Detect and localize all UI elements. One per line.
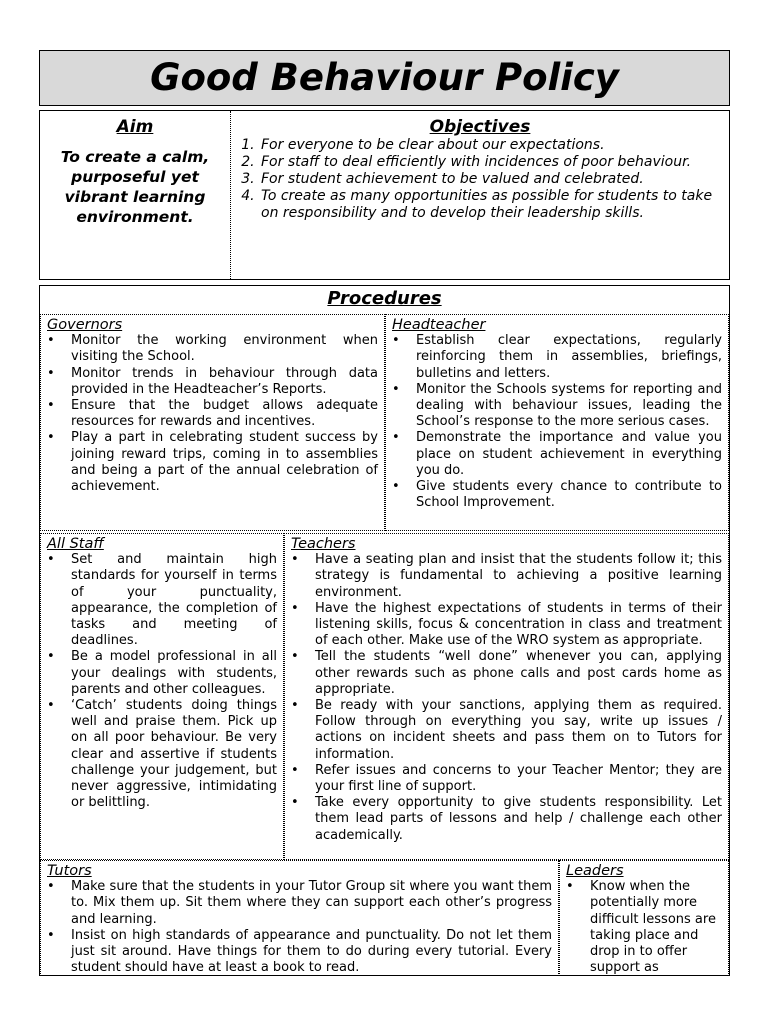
governors-cell bbox=[40, 314, 385, 531]
procedures-header bbox=[39, 285, 730, 314]
objectives-list bbox=[231, 137, 729, 222]
procedures-heading: Procedures bbox=[327, 288, 442, 309]
teachers-cell bbox=[284, 533, 729, 860]
objective-item: 2. For staff to deal efficiently with incidences of poor behaviour. bbox=[259, 154, 729, 171]
headteacher-heading: Headteacher bbox=[392, 317, 486, 333]
list-item: • Ensure that the budget allows adequate resources for rewards and incentives. bbox=[71, 398, 378, 430]
leaders-cell bbox=[559, 860, 729, 976]
page-title: Good Behaviour Policy bbox=[39, 50, 730, 106]
teachers-heading: Teachers bbox=[291, 536, 356, 552]
list-item: • Be ready with your sanctions, applying them as required. Follow through on everything you say, write up issues / actions on incident sheets and pass them on to Tutors for information. bbox=[315, 698, 722, 763]
aim-objectives-table bbox=[39, 110, 730, 280]
tutors-cell bbox=[40, 860, 559, 976]
list-item: • Take every opportunity to give students responsibility. Let them lead parts of lessons and help / challenge each other academically. bbox=[315, 795, 722, 844]
objective-item: 3. For student achievement to be valued and celebrated. bbox=[259, 171, 729, 188]
governors-heading: Governors bbox=[47, 317, 123, 333]
leaders-heading: Leaders bbox=[566, 863, 624, 879]
all-staff-heading: All Staff bbox=[47, 536, 104, 552]
tutors-list bbox=[41, 879, 558, 976]
list-item: • Establish clear expectations, regularly reinforcing them in assemblies, briefings, bulletins and letters. bbox=[416, 333, 722, 382]
list-item: • Monitor the Schools systems for reporting and dealing with behaviour issues, leading the School’s response to the more serious cases. bbox=[416, 382, 722, 431]
list-item: • Have the highest expectations of students in terms of their listening skills, focus & concentration in class and treatment of each other. Make use of the WRO system as appropriate. bbox=[315, 601, 722, 650]
list-item: • Monitor the working environment when visiting the School. bbox=[71, 333, 378, 365]
leaders-list bbox=[560, 879, 728, 976]
headteacher-cell bbox=[385, 314, 729, 531]
aim-text: To create a calm, purposeful yet vibrant learning environment. bbox=[60, 148, 210, 226]
objectives-cell bbox=[231, 111, 729, 279]
list-item: • Know when the potentially more difficult lessons are taking place and drop in to offer support as bbox=[590, 879, 720, 976]
list-item: • Set and maintain high standards for yourself in terms of your punctuality, appearance, the completion of tasks and meeting of deadlines. bbox=[71, 552, 277, 649]
list-item: • Make sure that the students in your Tutor Group sit where you want them to. Mix them up. Sit them where they can support each other’s progress and learning. bbox=[71, 879, 552, 928]
teachers-list bbox=[285, 552, 728, 844]
list-item: • Refer issues and concerns to your Teacher Mentor; they are your first line of support. bbox=[315, 763, 722, 795]
aim-cell bbox=[40, 111, 231, 279]
all-staff-list bbox=[41, 552, 283, 811]
aim-heading: Aim bbox=[116, 117, 154, 137]
tutors-heading: Tutors bbox=[47, 863, 92, 879]
list-item: • Play a part in celebrating student success by joining reward trips, coming in to assemblies and being a part of the annual celebration of achievement. bbox=[71, 430, 378, 495]
objectives-heading: Objectives bbox=[429, 117, 531, 137]
list-item: • Be a model professional in all your dealings with students, parents and other colleagues. bbox=[71, 649, 277, 698]
list-item: • Monitor trends in behaviour through data provided in the Headteacher’s Reports. bbox=[71, 366, 378, 398]
objective-item: 1. For everyone to be clear about our expectations. bbox=[259, 137, 729, 154]
governors-list bbox=[41, 333, 384, 495]
all-staff-cell bbox=[40, 533, 284, 860]
list-item: • Give students every chance to contribute to School Improvement. bbox=[416, 479, 722, 511]
list-item: • Have a seating plan and insist that the students follow it; this strategy is fundamental to achieving a positive learning environment. bbox=[315, 552, 722, 601]
headteacher-list bbox=[386, 333, 728, 511]
list-item: • ‘Catch’ students doing things well and praise them. Pick up on all poor behaviour. Be very clear and assertive if students challenge your judgement, but never aggressive, intimidating or belittling. bbox=[71, 698, 277, 811]
list-item: • Insist on high standards of appearance and punctuality. Do not let them just sit around. Have things for them to do during every tutorial. Every student should have at least a book to read. bbox=[71, 928, 552, 977]
objective-item: 4. To create as many opportunities as possible for students to take on responsibility and to develop their leadership skills. bbox=[259, 188, 729, 222]
list-item: • Tell the students “well done” whenever you can, applying other rewards such as phone calls and post cards home as appropriate. bbox=[315, 649, 722, 698]
list-item: • Demonstrate the importance and value you place on student achievement in everything you do. bbox=[416, 430, 722, 479]
